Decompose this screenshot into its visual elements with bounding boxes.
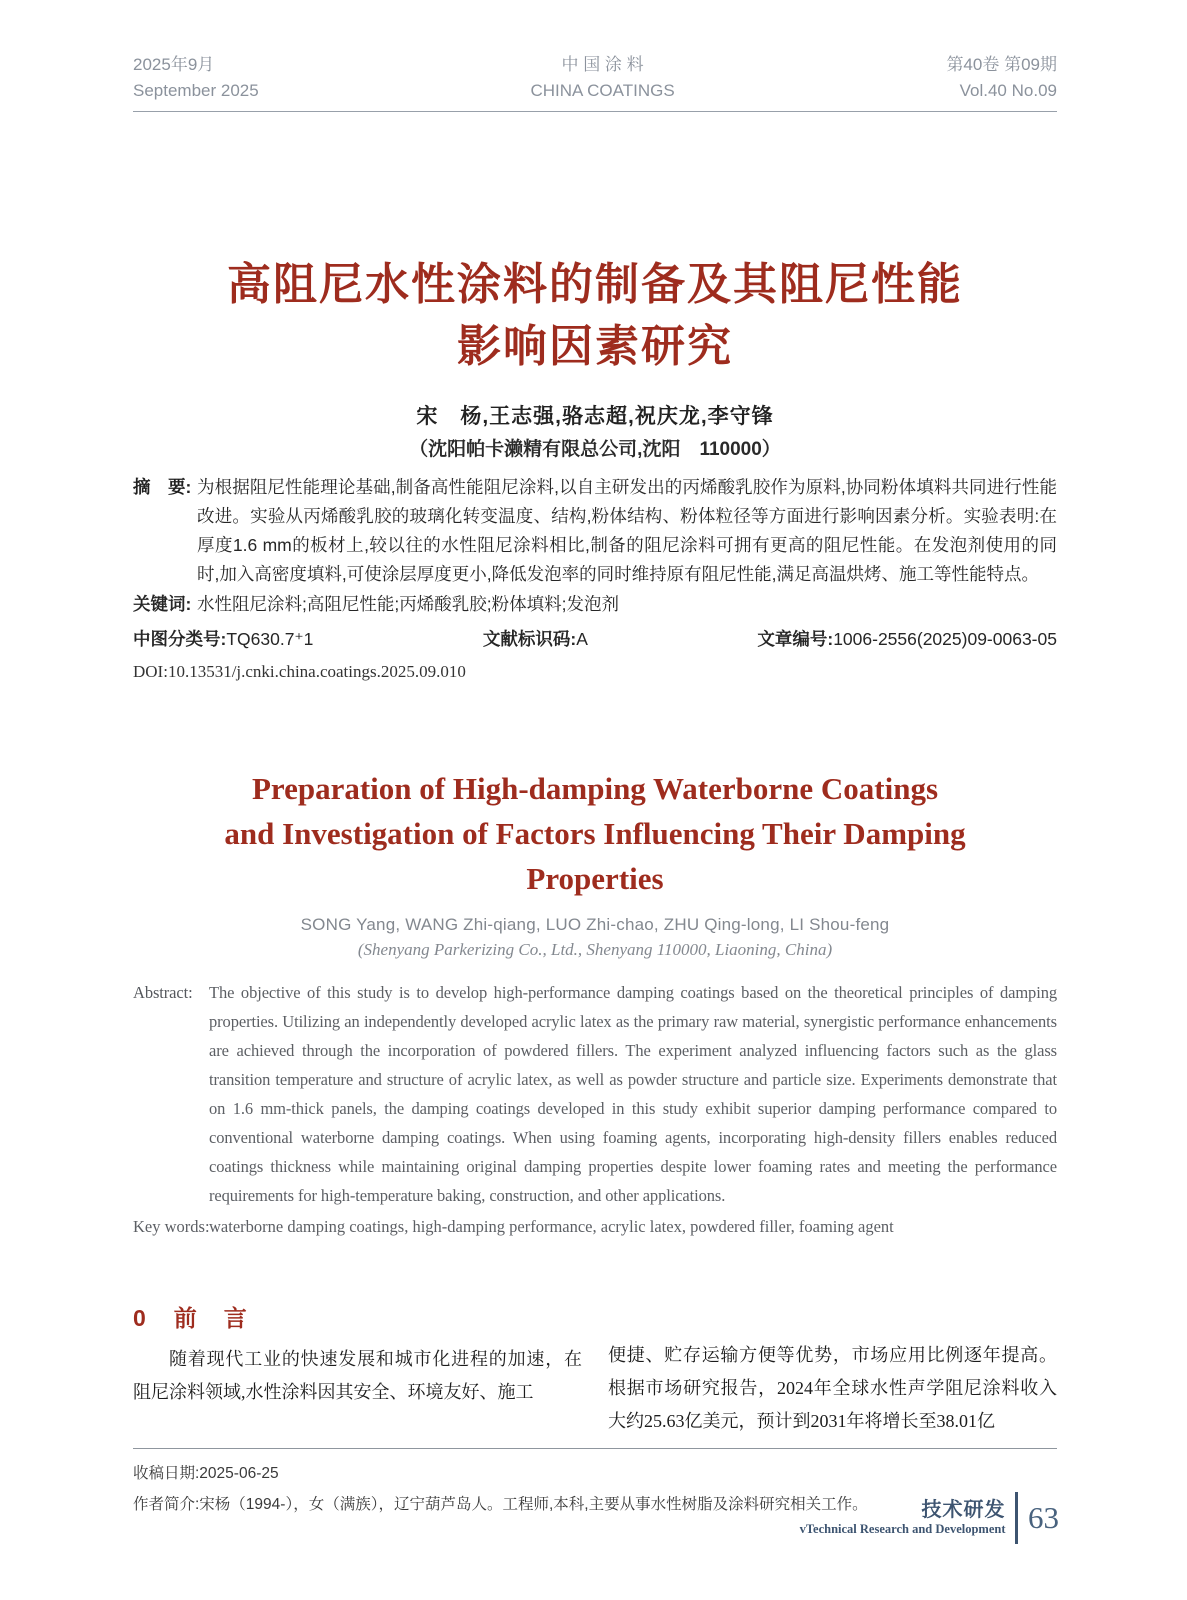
article-title-cn: [133, 254, 1057, 378]
authors-en: SONG Yang, WANG Zhi-qiang, LUO Zhi-chao, ZHU Qing-long, LI Shou-feng: [300, 914, 890, 934]
body-columns: [133, 1303, 1057, 1438]
affiliation-cn: （沈阳帕卡濑精有限总公司,沈阳 110000）: [409, 438, 781, 460]
article-title-en: [133, 766, 1057, 901]
article-title-cn-line1: 高阻尼水性涂料的制备及其阻尼性能: [227, 259, 963, 309]
author-bio: 作者简介:宋杨（1994-），女（满族），辽宁葫芦岛人。工程师,本科,主要从事水性树脂及涂料研究相关工作。: [133, 1495, 868, 1513]
keywords-text-cn: 水性阻尼涂料;高阻尼性能;丙烯酸乳胶;粉体填料;发泡剂: [197, 593, 619, 614]
article-id-label: 文章编号:: [757, 628, 834, 649]
classification-row: [133, 625, 1057, 653]
abstract-en: [133, 978, 1057, 1210]
page-number: 63: [1028, 1500, 1059, 1535]
footer-column-name: [800, 1499, 1006, 1537]
keywords-text-en: waterborne damping coatings, high-damping performance, acrylic latex, powdered filler, foaming agent: [209, 1216, 894, 1236]
header-date: [133, 52, 259, 104]
abstract-label-cn: 摘 要:: [133, 476, 192, 497]
article-id-value: 1006-2556(2025)09-0063-05: [833, 628, 1057, 649]
keywords-label-cn: 关键词:: [133, 593, 192, 614]
body-column-right: [608, 1303, 1057, 1438]
page-footer: [800, 1492, 1059, 1544]
header-issue: [946, 52, 1057, 104]
footer-column-cn: 技术研发: [921, 1499, 1006, 1521]
footer-divider: [1015, 1492, 1019, 1544]
abstract-text-cn: 为根据阻尼性能理论基础,制备高性能阻尼涂料,以自主研发出的丙烯酸乳胶作为原料,协同粉体填料共同进行性能改进。实验从丙烯酸乳胶的玻璃化转变温度、结构,粉体结构、粉体粒径等方面进行影响因素分析。实验表明:在厚度1.6 mm的板材上,较以往的水性阻尼涂料相比,制备的阻尼涂料可拥有更高的阻尼性能。在发泡剂使用的同时,加入高密度填料,可使涂层厚度更小,降低发泡率的同时维持原有阻尼性能,满足高温烘烤、施工等性能特点。: [197, 476, 1057, 584]
article-title-en-line3: Properties: [526, 860, 664, 896]
clc-label: 中图分类号:: [133, 628, 227, 649]
clc-item: [133, 625, 313, 653]
header-journal-name: [530, 52, 674, 104]
page-content: [133, 0, 1057, 1520]
clc-value: TQ630.7⁺1: [226, 628, 314, 649]
authors-cn: 宋 杨,王志强,骆志超,祝庆龙,李守锋: [416, 404, 774, 428]
article-title-cn-line2: 影响因素研究: [457, 321, 733, 371]
article-title-en-line2: and Investigation of Factors Influencing Their Damping: [224, 815, 966, 851]
header-date-cn: 2025年9月: [133, 55, 215, 74]
doc-code-item: [483, 625, 588, 653]
keywords-cn: [133, 590, 1057, 619]
abstract-label-en: Abstract:: [133, 982, 193, 1002]
doi: DOI:10.13531/j.cnki.china.coatings.2025.09.010: [133, 661, 466, 681]
abstract-cn: [133, 473, 1057, 589]
section-heading: [133, 1303, 582, 1333]
body-paragraph-right: 便捷、贮存运输方便等优势，市场应用比例逐年提高。根据市场研究报告，2024年全球水性声学阻尼涂料收入大约25.63亿美元，预计到2031年将增长至38.01亿: [608, 1344, 1057, 1431]
article-title-en-line1: Preparation of High-damping Waterborne Coatings: [251, 770, 939, 806]
article-id-item: [757, 625, 1057, 653]
section-number: 0: [133, 1304, 146, 1331]
doc-code-label: 文献标识码:: [482, 628, 577, 649]
doc-code-value: A: [576, 628, 588, 649]
body-column-left: [133, 1303, 582, 1438]
journal-header: [133, 0, 1057, 112]
keywords-label-en: Key words:: [133, 1216, 210, 1236]
received-date: 收稿日期:2025-06-25: [133, 1464, 279, 1482]
body-paragraph-left: 随着现代工业的快速发展和城市化进程的加速，在阻尼涂料领域,水性涂料因其安全、环境友好、施工: [133, 1348, 582, 1402]
keywords-en: [133, 1212, 1057, 1241]
issue-cn: 第40卷 第09期: [946, 55, 1057, 74]
abstract-text-en: The objective of this study is to develop high-performance damping coatings based on the theoretical principles of damping properties. Utilizing an independently developed acrylic latex as the primary raw material, synergistic performance enhancements are achieved through the incorporation of powdered fillers. The experiment analyzed influencing factors such as the glass transition temperature and structure of acrylic latex, as well as powder structure and particle size. Experiments demonstrate that on 1.6 mm-thick panels, the damping coatings developed in this study exhibit superior damping performance compared to conventional waterborne damping coatings. When using foaming agents, incorporating high-density fillers enables reduced coatings thickness while maintaining original damping properties despite lower foaming rates and meeting the performance requirements for high-temperature baking, construction, and other applications.: [209, 982, 1057, 1205]
journal-name-en: CHINA COATINGS: [530, 80, 675, 100]
header-date-en: September 2025: [133, 80, 259, 100]
issue-en: Vol.40 No.09: [959, 80, 1057, 100]
footer-column-en: vTechnical Research and Development: [799, 1522, 1006, 1536]
section-title: 前 言: [173, 1304, 249, 1331]
journal-name-cn: 中 国 涂 料: [561, 55, 644, 74]
affiliation-en: (Shenyang Parkerizing Co., Ltd., Shenyang 110000, Liaoning, China): [357, 939, 833, 959]
